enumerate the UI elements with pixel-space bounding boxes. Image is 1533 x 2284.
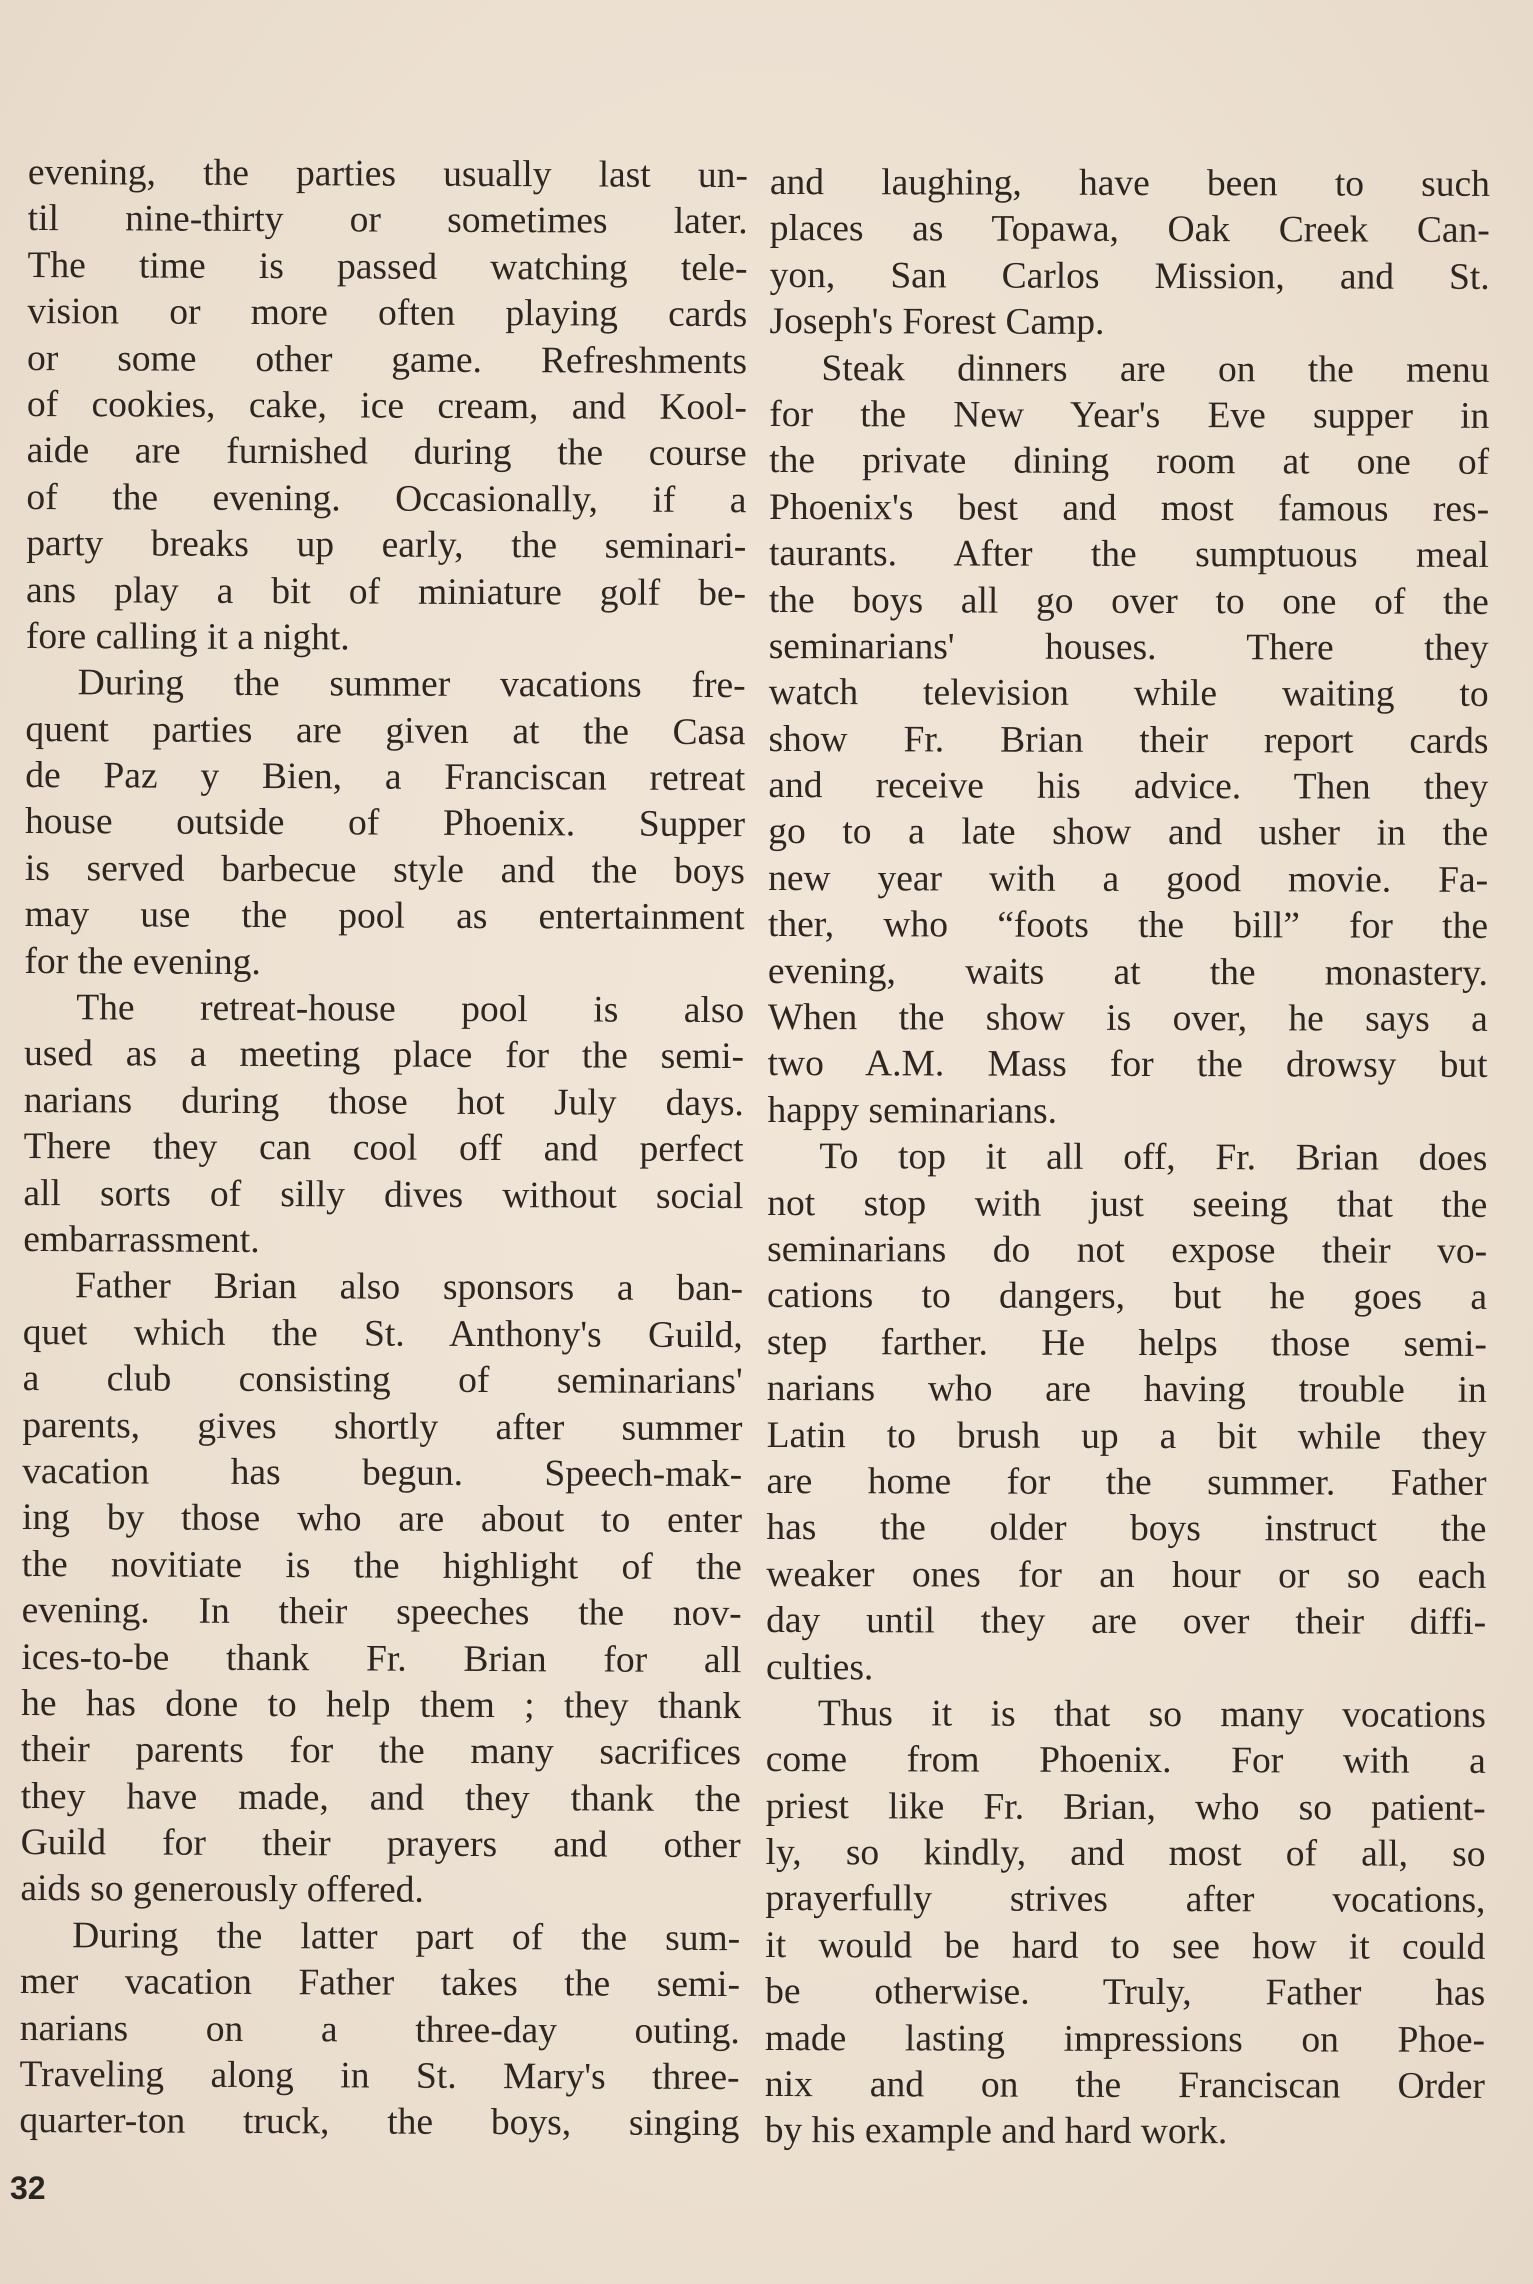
text-line: show Fr. Brian their report cards [768, 718, 1489, 762]
text-line: During the latter part of the sum- [72, 1915, 741, 1959]
text-line: be otherwise. Truly, Father has [765, 1971, 1486, 2015]
text-line: go to a late show and usher in the [768, 811, 1489, 855]
text-line: their parents for the many sacrifices [20, 1729, 742, 1774]
text-line: The retreat-house pool is also [76, 987, 745, 1032]
text-line: embarrassment. [23, 1218, 260, 1262]
text-line: and laughing, have been to such [769, 162, 1490, 205]
text-line: narians on a three-day outing. [19, 2007, 740, 2052]
text-line: evening, the parties usually last un- [27, 151, 748, 197]
text-line: a club consisting of seminarians' [22, 1358, 743, 1403]
text-line: During the summer vacations fre- [77, 662, 746, 707]
text-line: not stop with just seeing that the [767, 1182, 1488, 1226]
text-line: mer vacation Father takes the semi- [19, 1961, 741, 2006]
text-line: Thus it is that so many vocations [817, 1693, 1486, 1736]
text-line: day until they are over their diffi- [766, 1600, 1487, 1643]
text-line: has the older boys instruct the [766, 1507, 1487, 1551]
text-line: of cookies, cake, ice cream, and Kool- [26, 383, 747, 429]
text-line: When the show is over, he says a [767, 997, 1488, 1040]
text-line: made lasting impressions on Phoe- [765, 2017, 1486, 2061]
text-line: for the New Year's Eve supper in [769, 393, 1490, 437]
text-line: Joseph's Forest Camp. [769, 301, 1105, 344]
text-line: ans play a bit of miniature golf be- [25, 569, 747, 614]
text-line: come from Phoenix. For with a [765, 1739, 1486, 1783]
text-line: narians during those hot July days. [23, 1079, 744, 1124]
text-line: new year with a good movie. Fa- [768, 857, 1489, 901]
right-column [765, 160, 1490, 2157]
text-line: Steak dinners are on the menu [821, 347, 1490, 391]
text-line: The time is passed watching tele- [27, 244, 748, 289]
text-line: seminarians' houses. There they [768, 625, 1489, 669]
text-line: all sorts of silly dives without social [23, 1172, 744, 1217]
text-line: seminarians do not expose their vo- [767, 1228, 1488, 1272]
text-line: of the evening. Occasionally, if a [26, 476, 747, 521]
text-line: or some other game. Refreshments [27, 337, 748, 382]
text-line: taurants. After the sumptuous meal [768, 533, 1490, 577]
text-line: vacation has begun. Speech-mak- [22, 1450, 743, 1496]
text-line: may use the pool as entertainment [24, 894, 745, 939]
text-line: two A.M. Mass for the drowsy but [767, 1043, 1488, 1087]
text-line: quet which the St. Anthony's Guild, [22, 1311, 743, 1356]
text-line: To top it all off, Fr. Brian does [819, 1136, 1488, 1180]
page-number: 32 [10, 2170, 46, 2206]
text-line: and receive his advice. Then they [768, 765, 1489, 808]
text-line: nix and on the Franciscan Order [764, 2064, 1486, 2107]
text-line: are home for the summer. Father [766, 1460, 1487, 1504]
text-line: it would be hard to see how it could [765, 1924, 1486, 1968]
text-line: Latin to brush up a bit while they [766, 1414, 1487, 1458]
text-line: quarter-ton truck, the boys, singing [19, 2100, 740, 2145]
text-line: aide are furnished during the course [26, 430, 747, 475]
text-line: by his example and hard work. [764, 2110, 1228, 2153]
text-line: he has done to help them ; they thank [21, 1682, 742, 1728]
text-line: parents, gives shortly after summer [22, 1404, 743, 1449]
text-line: is served barbecue style and the boys [24, 847, 745, 892]
text-line: cations to dangers, but he goes a [766, 1275, 1488, 1319]
text-line: ing by those who are about to enter [21, 1497, 743, 1542]
text-line: yon, San Carlos Mission, and St. [769, 254, 1490, 298]
text-line: priest like Fr. Brian, who so patient- [765, 1785, 1486, 1829]
text-line: de Paz y Bien, a Franciscan retreat [25, 755, 746, 800]
text-line: used as a meeting place for the semi- [23, 1033, 745, 1078]
text-line: for the evening. [24, 940, 261, 983]
text-line: Phoenix's best and most famous res- [769, 486, 1490, 530]
text-line: step farther. He helps those semi- [766, 1321, 1487, 1365]
text-line: narians who are having trouble in [766, 1368, 1487, 1412]
text-line: Traveling along in St. Mary's three- [19, 2053, 740, 2099]
text-line: watch television while waiting to [768, 672, 1489, 716]
text-line: ly, so kindly, and most of all, so [765, 1832, 1486, 1875]
text-line: party breaks up early, the seminari- [26, 523, 747, 568]
text-line: weaker ones for an hour or so each [766, 1553, 1487, 1597]
text-line: the boys all go over to one of the [768, 579, 1489, 623]
text-line: quent parties are given at the Casa [25, 708, 746, 753]
text-line: Guild for their prayers and other [20, 1822, 741, 1867]
text-line: the private dining room at one of [769, 440, 1490, 484]
text-line: There they can cool off and perfect [23, 1126, 744, 1171]
text-line: til nine-thirty or sometimes later. [27, 198, 748, 243]
text-line: fore calling it a night. [25, 615, 350, 659]
left-column [19, 150, 748, 2148]
text-line: they have made, and they thank the [20, 1775, 741, 1820]
text-line: Father Brian also sponsors a ban- [74, 1265, 744, 1310]
text-line: the novitiate is the highlight of the [21, 1543, 742, 1588]
text-line: vision or more often playing cards [27, 291, 748, 336]
text-line: ther, who “foots the bill” for the [767, 904, 1489, 948]
text-line: evening. In their speeches the nov- [21, 1590, 742, 1635]
text-line: culties. [766, 1646, 874, 1688]
text-line: house outside of Phoenix. Supper [24, 801, 746, 846]
text-line: prayerfully strives after vocations, [765, 1878, 1486, 1922]
text-line: happy seminarians. [767, 1089, 1058, 1132]
text-line: places as Topawa, Oak Creek Can- [769, 208, 1490, 252]
text-line: ices-to-be thank Fr. Brian for all [21, 1636, 742, 1681]
text-line: aids so generously offered. [20, 1868, 424, 1912]
text-line: evening, waits at the monastery. [767, 950, 1488, 994]
